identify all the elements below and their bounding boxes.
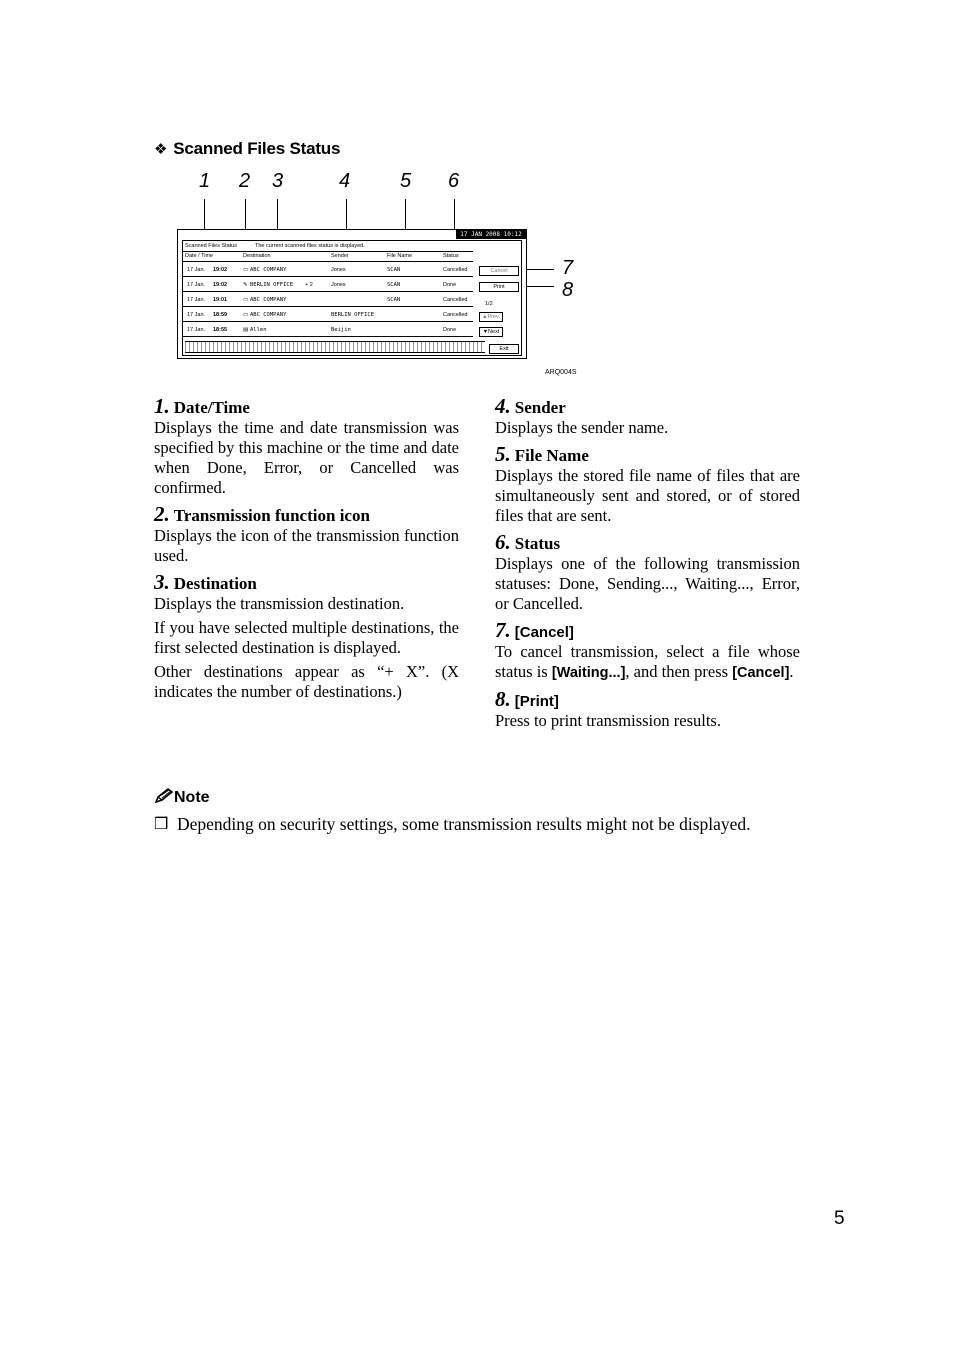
row-extra-destinations: + 2 (305, 282, 313, 288)
row-destination: ABC COMPANY (250, 267, 287, 273)
row-sender: Jones (331, 282, 346, 288)
row-status: Cancelled (443, 297, 468, 303)
folder-icon: ▭ (243, 312, 249, 318)
item-number: 2. (154, 502, 170, 526)
item-status (495, 530, 800, 614)
item-description: If you have selected multiple destinations, the first selected destination is displayed. (154, 618, 459, 657)
item-title: File Name (514, 446, 589, 465)
row-time: 19:02 (213, 267, 228, 273)
item-description: Displays the time and date transmission was specified by this machine or the time and date when Done, Error, or Cancelled was confirmed. (154, 418, 459, 497)
note-heading (154, 788, 210, 807)
item-description: Displays the icon of the transmission function used. (154, 526, 459, 565)
item-title: Sender (514, 398, 566, 417)
item-number: 1. (154, 394, 170, 418)
pencil-note-icon (154, 788, 174, 804)
divider (183, 306, 473, 307)
row-filename: SCAN (387, 267, 401, 273)
row-date: 17 Jan. (187, 327, 206, 333)
callout-3: 3 (272, 170, 284, 192)
row-date: 17 Jan. (187, 297, 206, 303)
item-description: Displays one of the following transmission statuses: Done, Sending..., Waiting..., Error, or Cancelled. (495, 554, 800, 613)
item-file-name (495, 442, 800, 526)
item-destination (154, 570, 459, 702)
callout-7: 7 (562, 257, 574, 279)
item-number: 7. (495, 618, 511, 642)
item-title: [Cancel] (514, 624, 574, 641)
items-right-column (495, 394, 800, 735)
callout-2: 2 (239, 170, 251, 192)
screen-inner-frame (182, 240, 522, 356)
item-description: To cancel transmission, select a file whose status is [Waiting...], and then press [Cancel]. (495, 642, 800, 681)
item-description: Displays the transmission destination. (154, 594, 405, 613)
item-date-time (154, 394, 459, 498)
prev-button[interactable]: ▲Prev. (479, 312, 503, 322)
note-body (154, 814, 802, 835)
divider (183, 321, 473, 322)
item-sender (495, 394, 800, 438)
row-status: Done (443, 282, 457, 288)
divider (183, 291, 473, 292)
row-destination: Allen (250, 327, 267, 333)
item-title: Transmission function icon (173, 506, 370, 525)
row-date: 17 Jan. (187, 312, 206, 318)
row-sender: Beijin (331, 327, 351, 333)
items-left-column (154, 394, 459, 706)
row-status: Cancelled (443, 267, 468, 273)
checkbox-bullet-icon: ❒ (154, 816, 169, 833)
callout-5: 5 (400, 170, 412, 192)
column-header-sender: Sender (331, 253, 349, 259)
page-indicator: 1/2 (485, 301, 493, 307)
divider (183, 336, 473, 337)
address-book-icon: ▤ (243, 327, 249, 333)
column-header-status: Status (443, 253, 459, 259)
divider (183, 276, 473, 277)
item-description: Press to print transmission results. (495, 711, 721, 730)
column-header-datetime: Date / Time (185, 253, 214, 259)
row-time: 19:01 (213, 297, 228, 303)
note-text: Depending on security settings, some transmission results might not be displayed. (177, 814, 751, 834)
row-time: 19:02 (213, 282, 228, 288)
screen-message: The current scanned files status is displayed. (255, 243, 365, 249)
exit-button[interactable]: Exit (489, 344, 519, 354)
screen-datetime-bar: 17 JAN 2008 10:12 (456, 230, 526, 239)
section-title: Scanned Files Status (173, 139, 341, 158)
callout-8: 8 (562, 279, 574, 301)
row-status: Cancelled (443, 312, 468, 318)
row-date: 17 Jan. (187, 282, 206, 288)
waiting-key-label: [Waiting...] (551, 665, 626, 681)
status-hatch-bar (185, 341, 485, 353)
item-description: Displays the stored file name of files that are simultaneously sent and stored, or of stored files that are sent. (495, 466, 800, 525)
note-title: Note (174, 789, 210, 806)
callout-6: 6 (448, 170, 460, 192)
screen-title: Scanned Files Status (185, 243, 237, 249)
cancel-button[interactable]: Cancel (479, 266, 519, 276)
item-description: Other destinations appear as “+ X”. (X indicates the number of destinations.) (154, 662, 459, 701)
page-number: 5 (834, 1208, 845, 1229)
section-heading (154, 139, 340, 159)
item-number: 3. (154, 570, 170, 594)
item-title: Destination (173, 574, 257, 593)
item-title: [Print] (514, 693, 559, 710)
column-header-destination: Destination (243, 253, 271, 259)
next-button[interactable]: ▼Next (479, 327, 503, 337)
item-cancel (495, 618, 800, 683)
row-date: 17 Jan. (187, 267, 206, 273)
pen-icon: ✎ (243, 282, 248, 288)
item-number: 8. (495, 687, 511, 711)
folder-icon: ▭ (243, 267, 249, 273)
divider (183, 251, 473, 252)
column-header-filename: File Name (387, 253, 413, 259)
row-filename: SCAN (387, 282, 401, 288)
row-destination: ABC COMPANY (250, 297, 287, 303)
row-time: 18:55 (213, 327, 228, 333)
item-print (495, 687, 800, 731)
item-description: Displays the sender name. (495, 418, 669, 437)
diamond-bullet-icon: ❖ (154, 141, 168, 158)
row-filename: SCAN (387, 297, 401, 303)
callout-4: 4 (339, 170, 351, 192)
folder-icon: ▭ (243, 297, 249, 303)
item-number: 4. (495, 394, 511, 418)
row-sender: BERLIN OFFICE (331, 312, 375, 318)
scanned-files-status-screen (177, 229, 527, 359)
row-destination: BERLIN OFFICE (250, 282, 294, 288)
row-time: 18:59 (213, 312, 228, 318)
row-sender: Jones (331, 267, 346, 273)
item-title: Status (514, 534, 561, 553)
print-button[interactable]: Print (479, 282, 519, 292)
divider (183, 261, 473, 262)
item-transmission-function-icon (154, 502, 459, 566)
item-number: 5. (495, 442, 511, 466)
cancel-key-label: [Cancel] (732, 665, 790, 681)
item-title: Date/Time (173, 398, 250, 417)
figure-id: ARQ004S (545, 369, 577, 376)
row-destination: ABC COMPANY (250, 312, 287, 318)
item-number: 6. (495, 530, 511, 554)
callout-1: 1 (199, 170, 211, 192)
row-status: Done (443, 327, 457, 333)
